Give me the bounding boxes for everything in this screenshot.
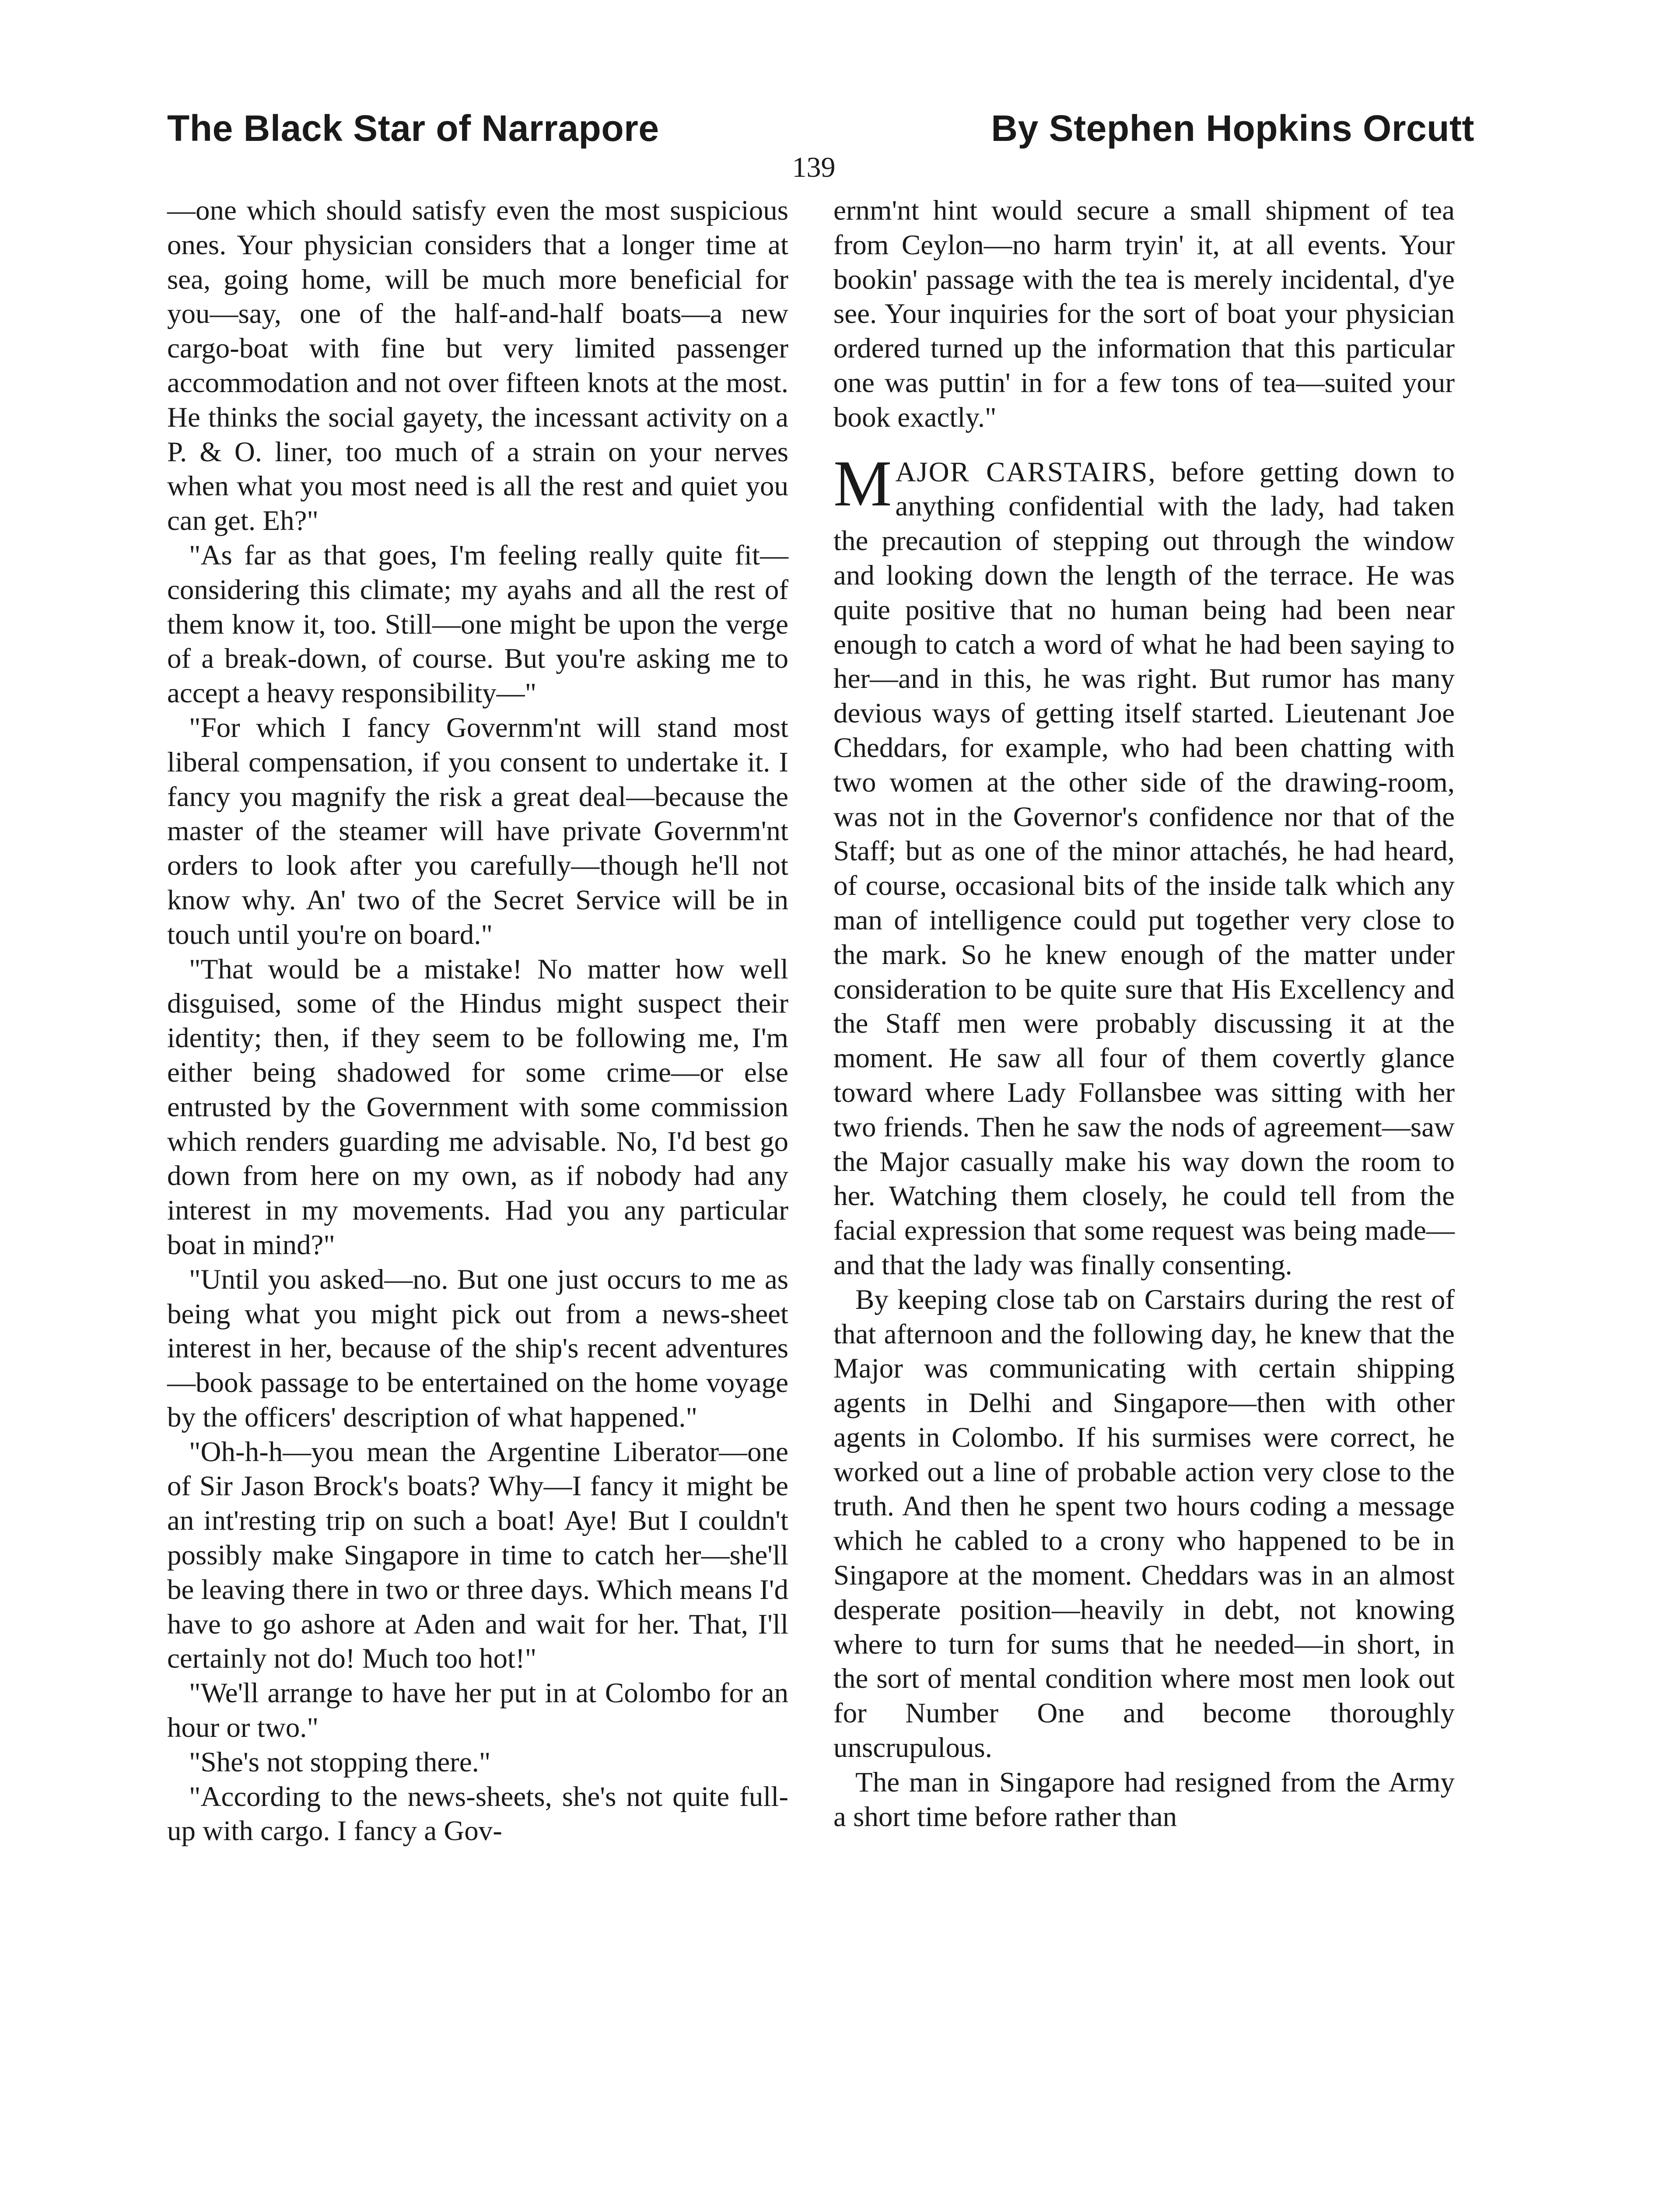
paragraph: By keeping close tab on Carstairs during the rest of that afternoon and the following day, he knew that the Major was communicating with certain shipping agents in Delhi and Singapore—then with other agents in Colombo. If his surmises were correct, he worked out a line of probable action very close to the truth. And then he spent two hours coding a message which he cabled to a crony who happened to be in Singapore at the moment. Cheddars was in an almost desperate position—heavily in debt, not knowing where to turn for sums that he needed—in short, in the sort of mental condition where most men look out for Number One and become thoroughly unscrupulous. bbox=[833, 1283, 1455, 1764]
paragraph: ernm'nt hint would secure a small shipment of tea from Ceylon—no harm tryin' it, at all events. Your bookin' passage with the tea is merely incidental, d'ye see. Your inquiries for the sort of boat your physician ordered turned up the information that this particular one was puttin' in for a few tons of tea—suited your book exactly." bbox=[833, 195, 1455, 433]
paragraph: "We'll arrange to have her put in at Colombo for an hour or two." bbox=[167, 1677, 788, 1744]
paragraph: "That would be a mistake! No matter how well disguised, some of the Hindus might suspect their identity; then, if they seem to be following me, I'm either being shadowed for some crime—or else entrusted by the Government with some commission which renders guarding me advisable. No, I'd best go down from here on my own, as if nobody had any interest in my movements. Had you any particular boat in mind?" bbox=[167, 953, 788, 1261]
paragraph: "Until you asked—no. But one just occurs to me as being what you might pick out from a news-sheet interest in her, because of the ship's recent adventures—book passage to be entertained on the home voyage by the officers' description of what happened." bbox=[167, 1263, 788, 1433]
section-opening-paragraph bbox=[833, 447, 1455, 1283]
paragraph: "Oh-h-h—you mean the Argentine Liberator—one of Sir Jason Brock's boats? Why—I fancy it might be an int'resting trip on such a boat! Aye! But I couldn't possibly make Singapore in time to catch her—she'll be leaving there in two or three days. Which means I'd have to go ashore at Aden and wait for her. That, I'll certainly not do! Much too hot!" bbox=[167, 1436, 788, 1675]
drop-cap: M bbox=[833, 447, 892, 520]
story-title: The Black Star of Narrapore bbox=[167, 108, 659, 149]
paragraph: "As far as that goes, I'm feeling really quite fit—considering this climate; my ayahs and all the rest of them know it, too. Still—one might be upon the verge of a break-down, of course. But you're asking me to accept a heavy responsibility—" bbox=[167, 539, 788, 709]
section-text: before getting down to anything confidential with the lady, had taken the precaution of stepping out through the window and looking down the length of the terrace. He was quite positive that no human being had been near enough to catch a word of what he had been saying to her—and in this, he was right. But rumor has many devious ways of getting itself started. Lieutenant Joe Cheddars, for example, who had been chatting with two women at the other side of the drawing-room, was not in the Governor's confidence nor that of the Staff; but as one of the minor attachés, he had heard, of course, occasional bits of the inside talk which any man of intelligence could put together very close to the mark. So he knew enough of the matter under consideration to be quite sure that His Excellency and the Staff men were probably discussing it at the moment. He saw all four of them covertly glance toward where Lady Follansbee was sitting with her two friends. Then he saw the nods of agreement—saw the Major casually make his way down the room to her. Watching them closely, he could tell from the facial expression that some request was being made—and that the lady was finally consenting. bbox=[833, 456, 1455, 1281]
left-column bbox=[167, 193, 788, 1848]
right-column bbox=[833, 193, 1455, 1834]
paragraph: "For which I fancy Governm'nt will stand most liberal compensation, if you consent to undertake it. I fancy you magnify the risk a great deal—because the master of the steamer will have private Governm'nt orders to look after you carefully—though he'll not know why. An' two of the Secret Service will be in touch until you're on board." bbox=[167, 712, 788, 950]
page-number: 139 bbox=[792, 151, 836, 183]
paragraph: "She's not stopping there." bbox=[189, 1746, 491, 1778]
section-lead-in: AJOR CARSTAIRS, bbox=[895, 456, 1156, 488]
paragraph: The man in Singapore had resigned from the Army a short time before rather than bbox=[833, 1766, 1455, 1833]
paragraph: —one which should satisfy even the most suspicious ones. Your physician considers that a longer time at sea, going home, will be much more beneficial for you—say, one of the half-and-half boats—a new cargo-boat with fine but very limited passenger accommodation and not over fifteen knots at the most. He thinks the social gayety, the incessant activity on a P. & O. liner, too much of a strain on your nerves when what you most need is all the rest and quiet you can get. Eh?" bbox=[167, 195, 788, 537]
paragraph: "According to the news-sheets, she's not quite full-up with cargo. I fancy a Gov- bbox=[167, 1781, 788, 1847]
author-byline: By Stephen Hopkins Orcutt bbox=[991, 108, 1474, 149]
